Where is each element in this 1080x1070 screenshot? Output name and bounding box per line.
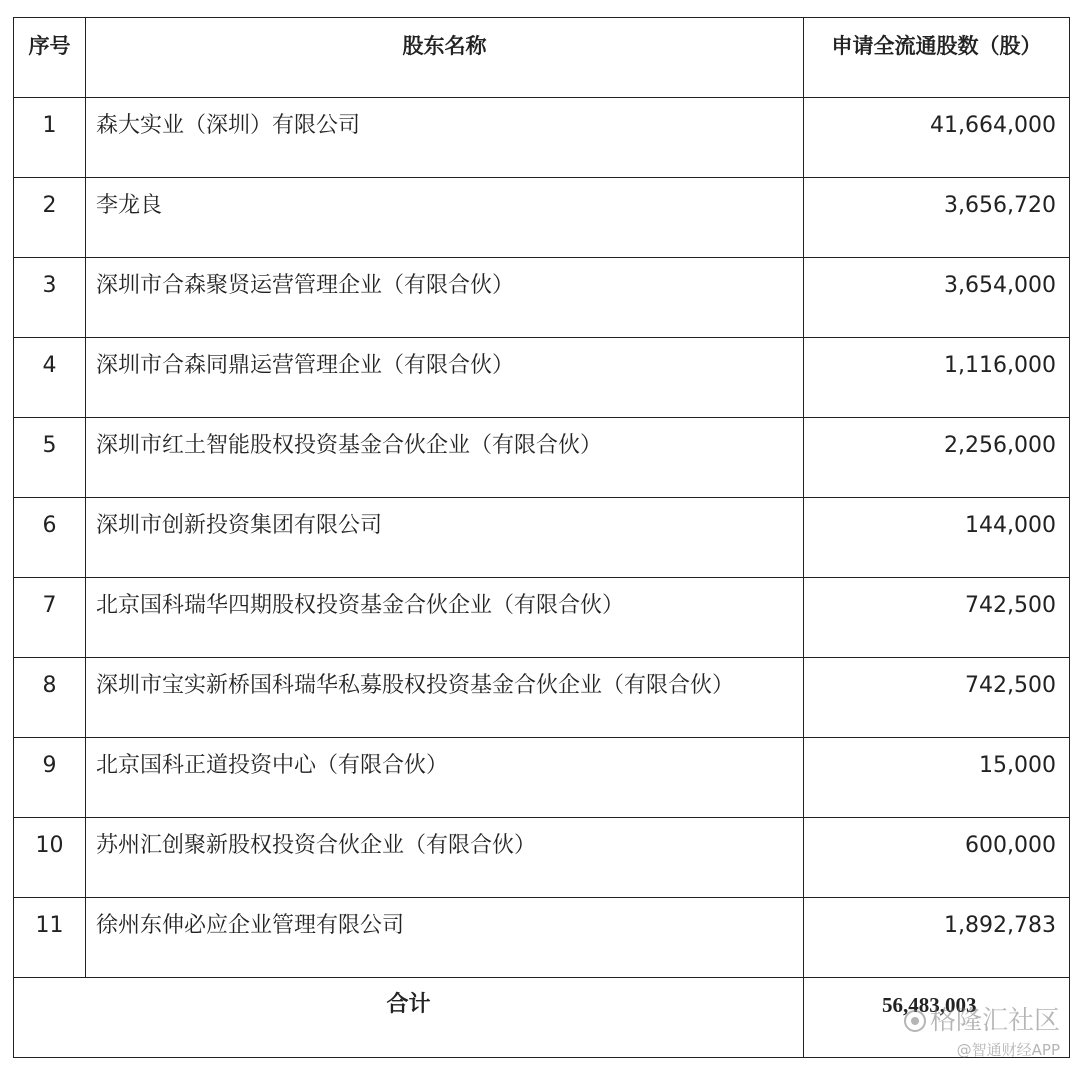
row-shares: 2,256,000 xyxy=(804,418,1070,498)
table-row xyxy=(14,898,1070,978)
watermark-source: @智通财经APP xyxy=(956,1041,1060,1059)
row-shares: 742,500 xyxy=(804,578,1070,658)
row-shares: 144,000 xyxy=(804,498,1070,578)
row-shareholder-name: 森大实业（深圳）有限公司 xyxy=(86,98,804,178)
shareholder-table-container xyxy=(13,17,1069,1058)
row-index: 9 xyxy=(14,738,86,818)
row-index: 4 xyxy=(14,338,86,418)
table-row xyxy=(14,418,1070,498)
table-row xyxy=(14,578,1070,658)
row-shareholder-name: 深圳市宝实新桥国科瑞华私募股权投资基金合伙企业（有限合伙） xyxy=(86,658,804,738)
table-row xyxy=(14,738,1070,818)
watermark-community-text: 格隆汇社区 xyxy=(929,1006,1060,1036)
row-shares: 3,654,000 xyxy=(804,258,1070,338)
row-shareholder-name: 李龙良 xyxy=(86,178,804,258)
row-shareholder-name: 北京国科瑞华四期股权投资基金合伙企业（有限合伙） xyxy=(86,578,804,658)
header-index: 序号 xyxy=(14,18,86,98)
row-shareholder-name: 苏州汇创聚新股权投资合伙企业（有限合伙） xyxy=(86,818,804,898)
row-shareholder-name: 深圳市创新投资集团有限公司 xyxy=(86,498,804,578)
header-shares: 申请全流通股数（股） xyxy=(804,18,1070,98)
table-row xyxy=(14,338,1070,418)
row-shares: 1,116,000 xyxy=(804,338,1070,418)
row-index: 7 xyxy=(14,578,86,658)
total-value: 56,483,003 xyxy=(804,978,1070,1058)
table-row xyxy=(14,258,1070,338)
table-row xyxy=(14,178,1070,258)
table-row xyxy=(14,818,1070,898)
table-row xyxy=(14,98,1070,178)
table-row xyxy=(14,658,1070,738)
row-shareholder-name: 深圳市合森同鼎运营管理企业（有限合伙） xyxy=(86,338,804,418)
row-shareholder-name: 深圳市红土智能股权投资基金合伙企业（有限合伙） xyxy=(86,418,804,498)
row-shares: 1,892,783 xyxy=(804,898,1070,978)
header-shareholder-name: 股东名称 xyxy=(86,18,804,98)
row-index: 5 xyxy=(14,418,86,498)
row-shares: 41,664,000 xyxy=(804,98,1070,178)
row-shareholder-name: 北京国科正道投资中心（有限合伙） xyxy=(86,738,804,818)
row-index: 10 xyxy=(14,818,86,898)
row-index: 3 xyxy=(14,258,86,338)
table-row xyxy=(14,498,1070,578)
row-index: 6 xyxy=(14,498,86,578)
row-shares: 600,000 xyxy=(804,818,1070,898)
row-index: 8 xyxy=(14,658,86,738)
row-shares: 742,500 xyxy=(804,658,1070,738)
row-shares: 15,000 xyxy=(804,738,1070,818)
row-shareholder-name: 徐州东伸必应企业管理有限公司 xyxy=(86,898,804,978)
row-index: 11 xyxy=(14,898,86,978)
row-index: 2 xyxy=(14,178,86,258)
row-index: 1 xyxy=(14,98,86,178)
row-shares: 3,656,720 xyxy=(804,178,1070,258)
row-shareholder-name: 深圳市合森聚贤运营管理企业（有限合伙） xyxy=(86,258,804,338)
table-header-row xyxy=(14,18,1070,98)
total-label: 合计 xyxy=(14,978,804,1058)
shareholder-table xyxy=(13,17,1070,1058)
total-row xyxy=(14,978,1070,1058)
